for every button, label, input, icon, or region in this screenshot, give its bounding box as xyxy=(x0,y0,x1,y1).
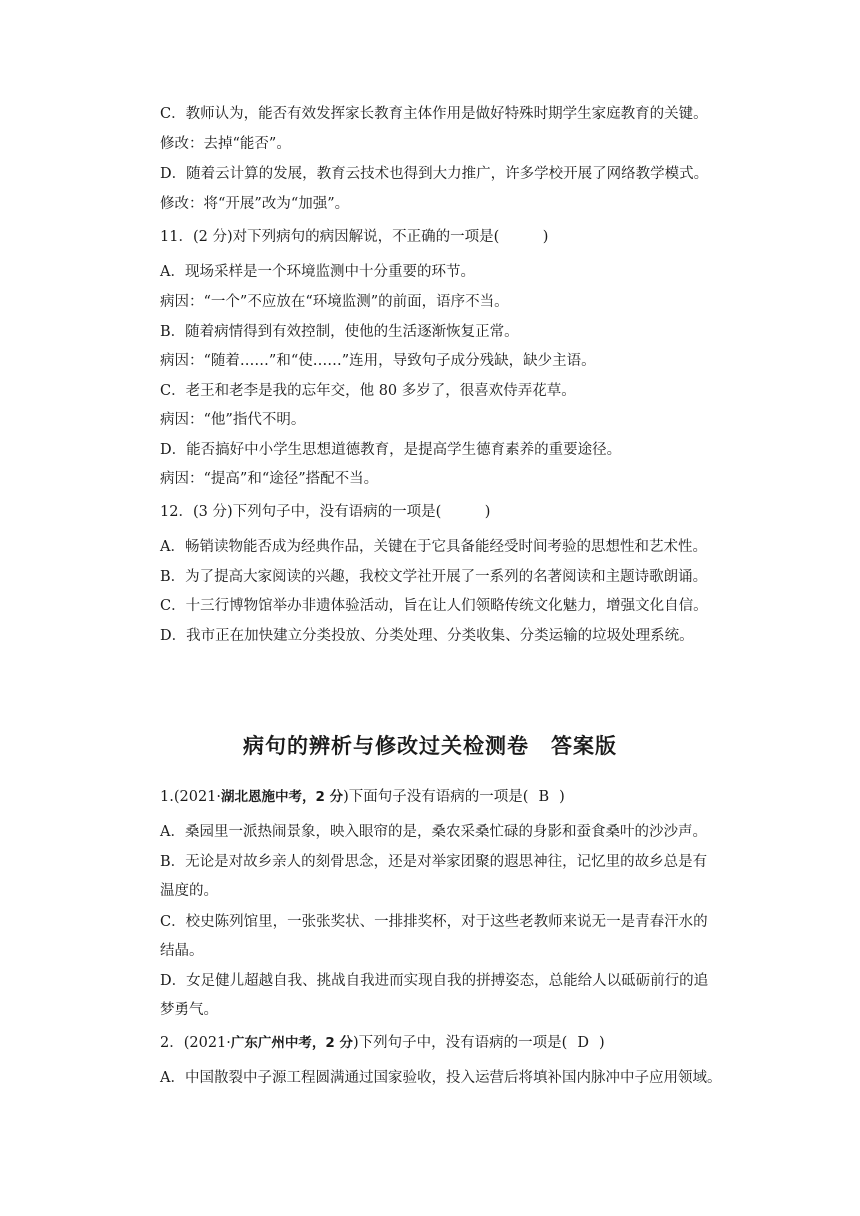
question-2-stem xyxy=(160,1033,605,1053)
option-c-fix: 修改：去掉“能否”。 xyxy=(160,136,291,152)
question-2-source: 广东广州中考，2 分 xyxy=(230,1035,353,1051)
question-11-cause-c: 病因：“他”指代不明。 xyxy=(160,412,306,428)
question-11-option-d: D．能否搞好中小学生思想道德教育，是提高学生德育素养的重要途径。 xyxy=(160,442,622,458)
question-2-prefix: 2．(2021· xyxy=(160,1035,231,1051)
question-2-stem-text: )下列句子中，没有语病的一项是( xyxy=(353,1035,568,1051)
question-11-cause-d: 病因：“提高”和“途径”搭配不当。 xyxy=(160,471,379,487)
question-2-option-a: A．中国散裂中子源工程圆满通过国家验收，投入运营后将填补国内脉冲中子应用领域。 xyxy=(160,1070,722,1086)
question-1-answer: B xyxy=(538,789,550,805)
question-1-option-b-line1: B．无论是对故乡亲人的刻骨思念，还是对举家团聚的遐思神往，记忆里的故乡总是有 xyxy=(160,854,708,870)
question-12-option-b: B．为了提高大家阅读的兴趣，我校文学社开展了一系列的名著阅读和主题诗歌朗诵。 xyxy=(160,569,708,585)
question-12-option-d: D．我市正在加快建立分类投放、分类处理、分类收集、分类运输的垃圾处理系统。 xyxy=(160,628,694,644)
question-11-option-b: B．随着病情得到有效控制，使他的生活逐渐恢复正常。 xyxy=(160,324,519,340)
question-1-option-c-line1: C．校史陈列馆里，一张张奖状、一排排奖杯，对于这些老教师来说无一是青春汗水的 xyxy=(160,914,708,930)
answer-section-title: 病句的辨析与修改过关检测卷 答案版 xyxy=(243,734,617,758)
question-1-option-d-line2: 梦勇气。 xyxy=(160,1002,218,1018)
question-1-stem-text: )下面句子没有语病的一项是( xyxy=(343,789,529,805)
question-1-close: ) xyxy=(559,789,565,805)
question-2-close: ) xyxy=(598,1035,605,1051)
question-1-option-a: A．桑园里一派热闹景象，映入眼帘的是，桑农采桑忙碌的身影和蚕食桑叶的沙沙声。 xyxy=(160,824,707,840)
question-2-answer: D xyxy=(577,1035,589,1051)
option-d-fix: 修改：将“开展”改为“加强”。 xyxy=(160,196,350,212)
question-1-stem xyxy=(160,787,565,807)
question-12-stem: 12．(3 分)下列句子中，没有语病的一项是( ) xyxy=(160,504,491,520)
question-11-cause-a: 病因：“一个”不应放在“环境监测”的前面，语序不当。 xyxy=(160,294,509,310)
question-1-option-c-line2: 结晶。 xyxy=(160,943,204,959)
question-11-option-c: C．老王和老李是我的忘年交，他 80 多岁了，很喜欢侍弄花草。 xyxy=(160,383,576,399)
option-d-text: D．随着云计算的发展，教育云技术也得到大力推广，许多学校开展了网络教学模式。 xyxy=(160,166,709,182)
question-11-option-a: A．现场采样是一个环境监测中十分重要的环节。 xyxy=(160,264,475,280)
question-12-option-c: C．十三行博物馆举办非遗体验活动，旨在让人们领略传统文化魅力，增强文化自信。 xyxy=(160,598,708,614)
option-c-text: C．教师认为，能否有效发挥家长教育主体作用是做好特殊时期学生家庭教育的关键。 xyxy=(160,106,708,122)
question-1-option-d-line1: D．女足健儿超越自我、挑战自我进而实现自我的拼搏姿态，总能给人以砥砺前行的追 xyxy=(160,973,709,989)
question-1-source: 湖北恩施中考，2 分 xyxy=(221,789,344,805)
question-11-stem: 11．(2 分)对下列病句的病因解说，不正确的一项是( ) xyxy=(160,229,549,245)
question-12-option-a: A．畅销读物能否成为经典作品，关键在于它具备能经受时间考验的思想性和艺术性。 xyxy=(160,539,707,555)
question-1-option-b-line2: 温度的。 xyxy=(160,883,218,899)
question-11-cause-b: 病因：“随着……”和“使……”连用，导致句子成分残缺，缺少主语。 xyxy=(160,353,596,369)
question-1-prefix: 1.(2021· xyxy=(160,789,222,805)
